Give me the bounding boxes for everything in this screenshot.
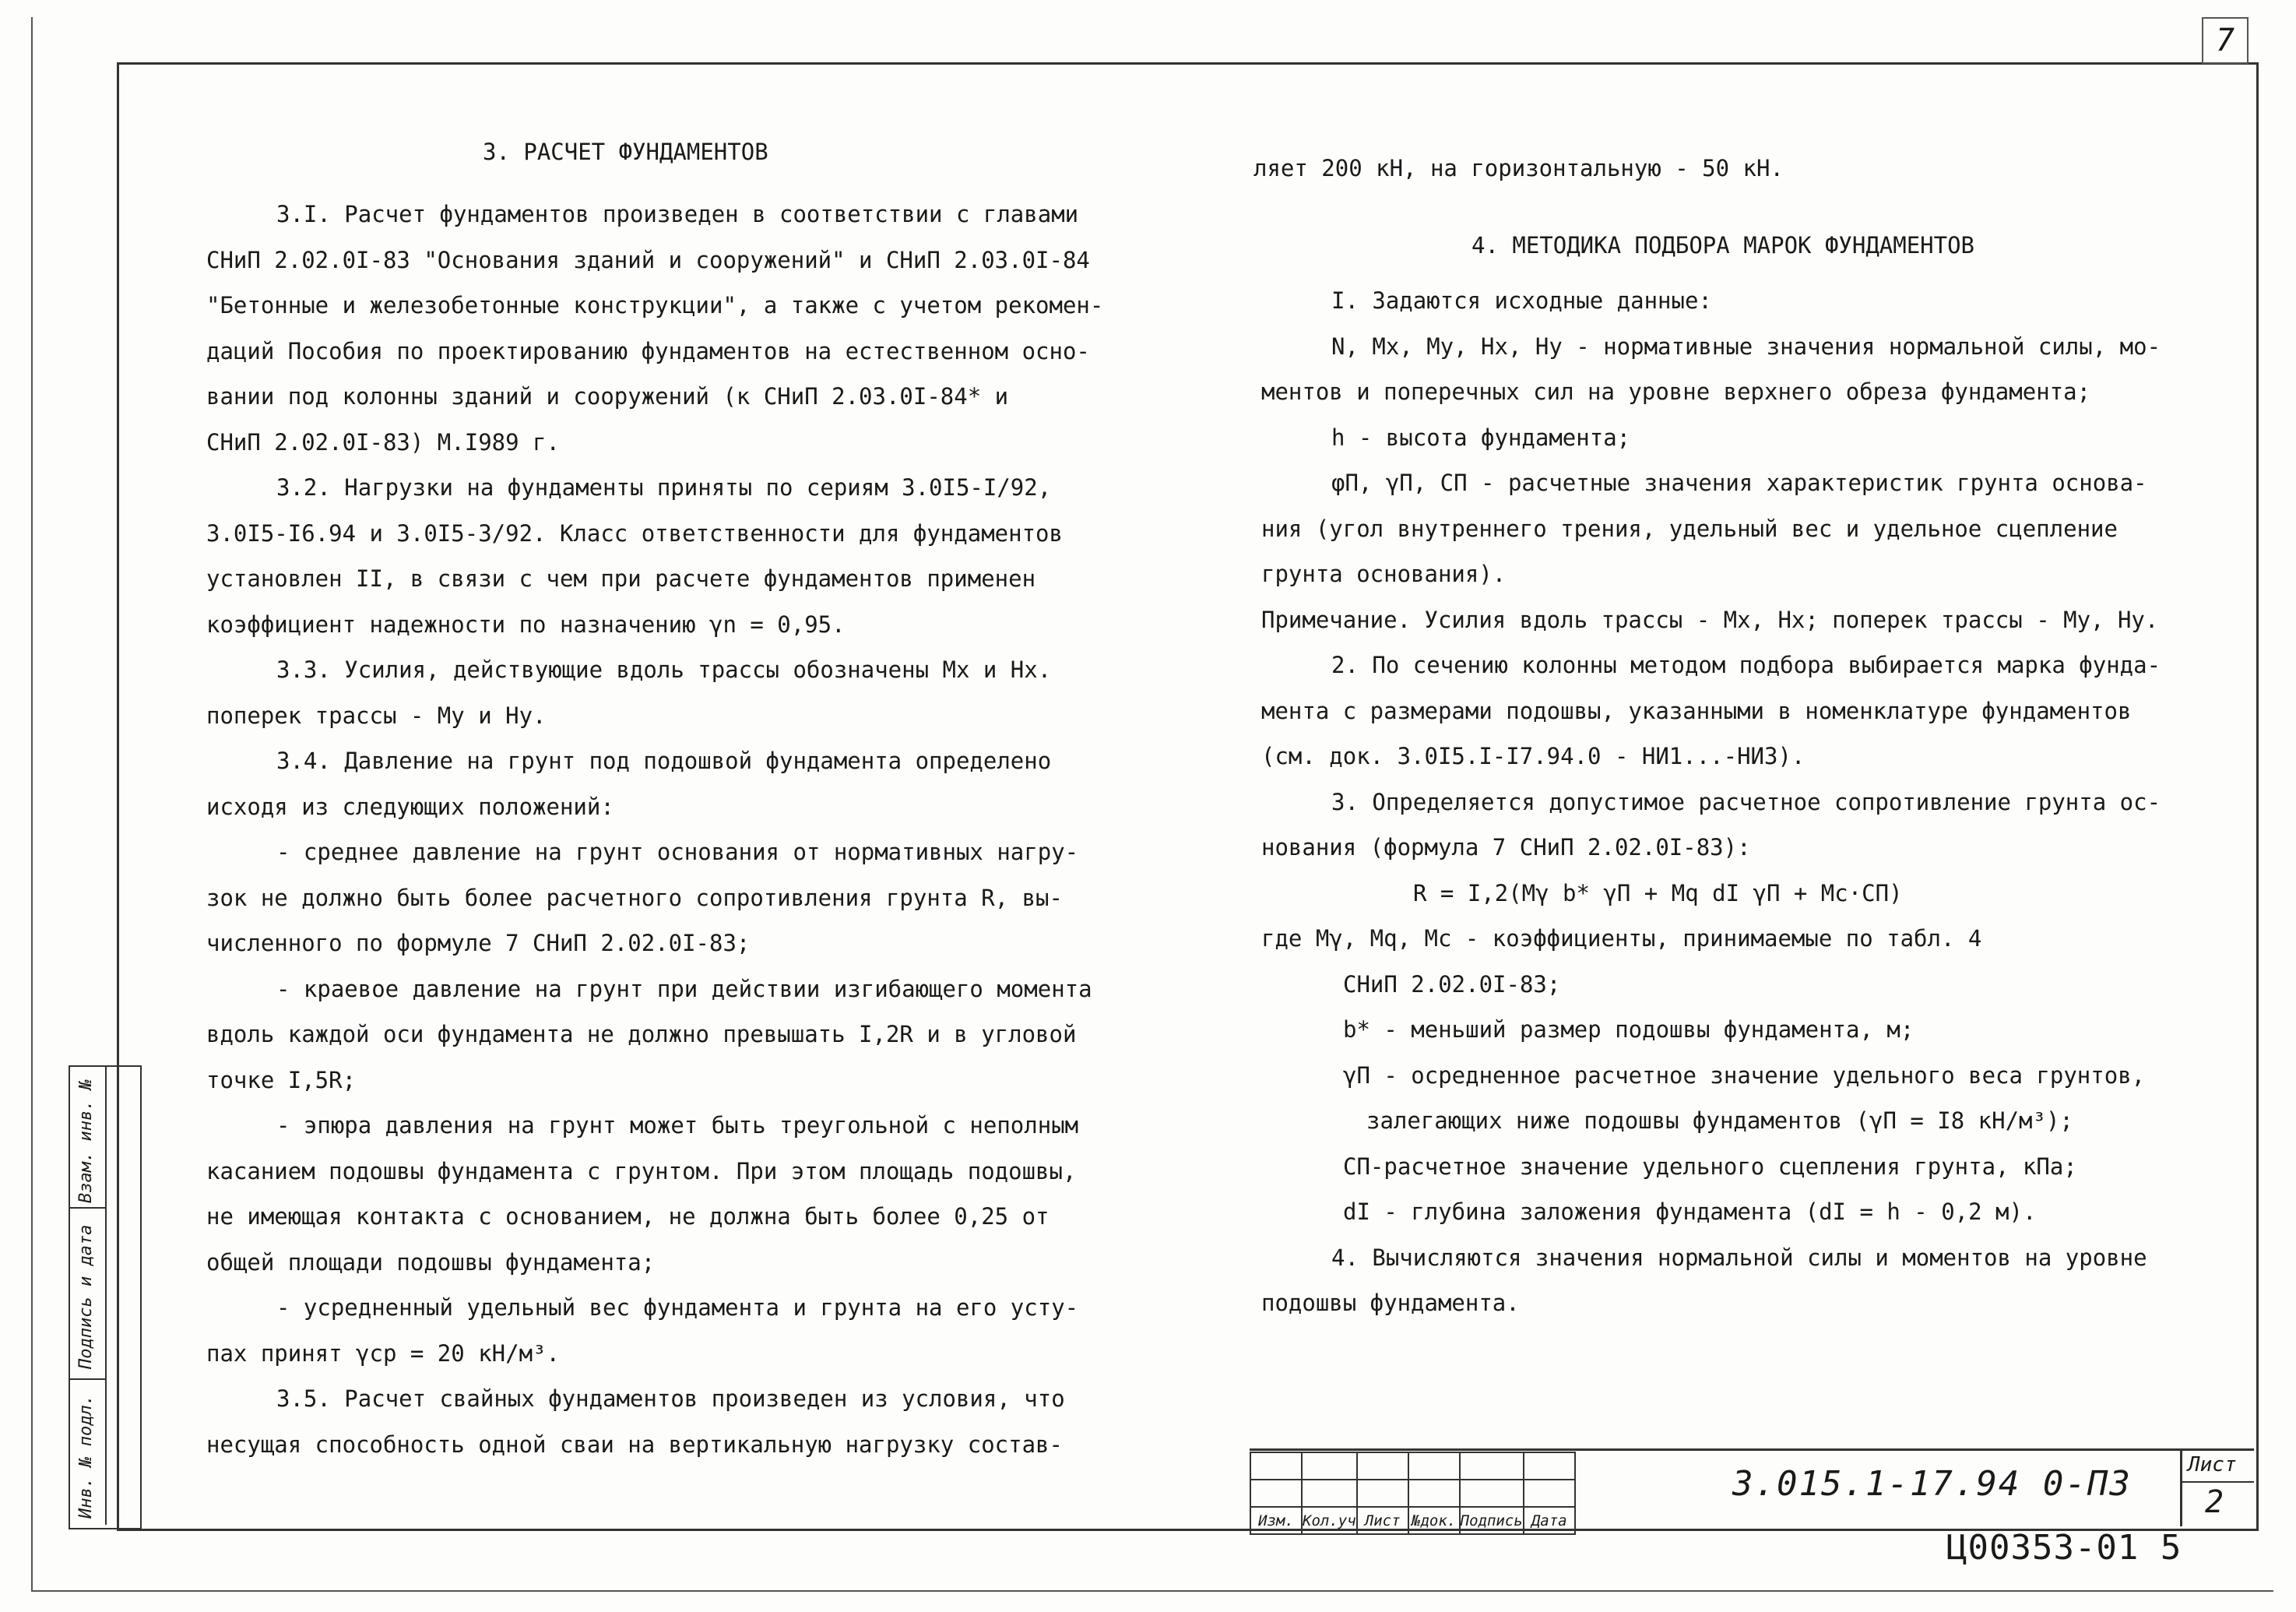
text-line: 3.4. Давление на грунт под подошвой фундамента определено: [276, 748, 1052, 774]
text-line: N, Mx, My, Hx, Hy - нормативные значения нормальной силы, мо-: [1331, 333, 2161, 360]
text-line: СНиП 2.02.0I-83;: [1343, 970, 1561, 998]
sheet-divider: [2180, 1481, 2254, 1483]
text-line: точке I,5R;: [206, 1066, 357, 1093]
left-heading: 3. РАСЧЕТ ФУНДАМЕНТОВ: [483, 139, 768, 165]
title-block-grid: [1250, 1452, 1576, 1535]
text-line: ментов и поперечных сил на уровне верхнего обреза фундамента;: [1261, 378, 2091, 405]
side-label-inv: Инв. № подл.: [76, 1395, 96, 1519]
text-line: I. Задаются исходные данные:: [1331, 287, 1712, 314]
text-line: зок не должно быть более расчетного сопротивления грунта R, вы-: [206, 884, 1063, 911]
text-line: R = I,2(Mγ b* γП + Mq dI γП + Mc·CП): [1413, 879, 1903, 906]
text-line: dI - глубина заложения фундамента (dI = h - 0,2 м).: [1343, 1198, 2037, 1225]
text-line: не имеющая контакта с основанием, не должна быть более 0,25 от: [206, 1203, 1050, 1230]
text-line: коэффициент надежности по назначению γn = 0,95.: [206, 611, 846, 638]
text-line: 3.2. Нагрузки на фундаменты приняты по сериям 3.0I5-I/92,: [276, 474, 1052, 501]
sheet-number: 2: [2205, 1484, 2224, 1520]
document-code: 3.015.1-17.94 0-ПЗ: [1732, 1464, 2132, 1504]
text-line: установлен II, в связи с чем при расчете фундаментов применен: [206, 565, 1036, 592]
text-line: 4. Вычисляются значения нормальной силы и моментов на уровне: [1331, 1244, 2147, 1271]
text-line: СНиП 2.02.0I-83 "Основания зданий и сооружений" и СНиП 2.03.0I-84: [206, 246, 1090, 273]
text-line: φП, γП, CП - расчетные значения характеристик грунта основа-: [1331, 470, 2147, 496]
right-heading: 4. МЕТОДИКА ПОДБОРА МАРОК ФУНДАМЕНТОВ: [1471, 232, 1975, 259]
text-line: 3.I. Расчет фундаментов произведен в соответствии с главами: [276, 201, 1079, 227]
text-line: вдоль каждой оси фундамента не должно превышать I,2R и в угловой: [206, 1021, 1077, 1047]
side-label-replace: Взам. инв. №: [76, 1079, 96, 1203]
text-line: 3. Определяется допустимое расчетное сопротивление грунта ос-: [1331, 788, 2161, 815]
text-line: 2. По сечению колонны методом подбора выбирается марка фунда-: [1331, 652, 2161, 678]
text-line: подошвы фундамента.: [1261, 1290, 1520, 1316]
corner-number: 7: [2202, 17, 2249, 64]
text-line: (см. док. 3.0I5.I-I7.94.0 - НИ1...-НИ3).: [1261, 743, 1806, 769]
text-line: нования (формула 7 СНиП 2.02.0I-83):: [1261, 834, 1751, 861]
side-label-sign: Подпись и дата: [76, 1224, 96, 1369]
text-line: ния (угол внутреннего трения, удельный вес и удельное сцепление: [1261, 515, 2118, 542]
text-line: пах принят γср = 20 кН/м³.: [206, 1339, 560, 1367]
title-block-column-label: №док.: [1408, 1507, 1460, 1534]
text-line: - усредненный удельный вес фундамента и грунта на его усту-: [276, 1294, 1079, 1321]
text-line: 3.3. Усилия, действующие вдоль трассы обозначены Mx и Hx.: [276, 656, 1052, 683]
text-line: γП - осредненное расчетное значение удельного веса грунтов,: [1343, 1061, 2146, 1089]
title-block-column-label: Лист: [1357, 1507, 1408, 1534]
inventory-code: Ц00353-01 5: [1946, 1528, 2182, 1568]
text-line: несущая способность одной сваи на вертикальную нагрузку состав-: [206, 1431, 1063, 1458]
text-line: h - высота фундамента;: [1331, 424, 1631, 451]
text-line: общей площади подошвы фундамента;: [206, 1248, 656, 1276]
text-line: поперек трассы - My и Hy.: [206, 702, 547, 729]
text-line: b* - меньший размер подошвы фундамента, м;: [1343, 1016, 1915, 1043]
text-line: касанием подошвы фундамента с грунтом. При этом площадь подошвы,: [206, 1157, 1077, 1184]
right-first-line: ляет 200 кН, на горизонтальную - 50 кН.: [1253, 155, 1784, 181]
text-line: залегающих ниже подошвы фундаментов (γП = I8 кН/м³);: [1366, 1107, 2073, 1134]
text-line: - краевое давление на грунт при действии изгибающего момента: [276, 975, 1092, 1002]
sheet-label: Лист: [2188, 1453, 2237, 1476]
text-line: "Бетонные и железобетонные конструкции", а также с учетом рекомен-: [206, 292, 1104, 319]
text-line: вании под колонны зданий и сооружений (к СНиП 2.03.0I-84* и: [206, 383, 1009, 410]
text-line: грунта основания).: [1261, 561, 1507, 587]
text-line: мента с размерами подошвы, указанными в номенклатуре фундаментов: [1261, 697, 2132, 724]
left-column: [206, 192, 1125, 1467]
text-line: численного по формуле 7 СНиП 2.02.0I-83;: [206, 930, 751, 956]
title-block-column-label: Подпись: [1460, 1507, 1524, 1534]
title-block-column-label: Кол.уч: [1302, 1507, 1357, 1534]
text-line: Примечание. Усилия вдоль трассы - Mx, Hx; поперек трассы - My, Hy.: [1261, 606, 2159, 633]
title-block-column-label: Изм.: [1250, 1507, 1302, 1534]
text-line: 3.5. Расчет свайных фундаментов произведен из условия, что: [276, 1385, 1065, 1412]
text-line: 3.0I5-I6.94 и 3.0I5-3/92. Класс ответственности для фундаментов: [206, 519, 1063, 547]
text-line: CП-расчетное значение удельного сцепления грунта, кПа;: [1343, 1153, 2077, 1180]
text-line: - среднее давление на грунт основания от нормативных нагру-: [276, 839, 1079, 865]
text-line: - эпюра давления на грунт может быть треугольной с неполным: [276, 1112, 1079, 1139]
text-line: даций Пособия по проектированию фундаментов на естественном осно-: [206, 337, 1090, 364]
right-column: [1261, 278, 2203, 1326]
text-line: где Mγ, Mq, Mc - коэффициенты, принимаемые по табл. 4: [1261, 925, 1982, 952]
text-line: исходя из следующих положений:: [206, 793, 614, 820]
text-line: СНиП 2.02.0I-83) М.I989 г.: [206, 428, 560, 456]
title-block-column-label: Дата: [1524, 1507, 1575, 1534]
